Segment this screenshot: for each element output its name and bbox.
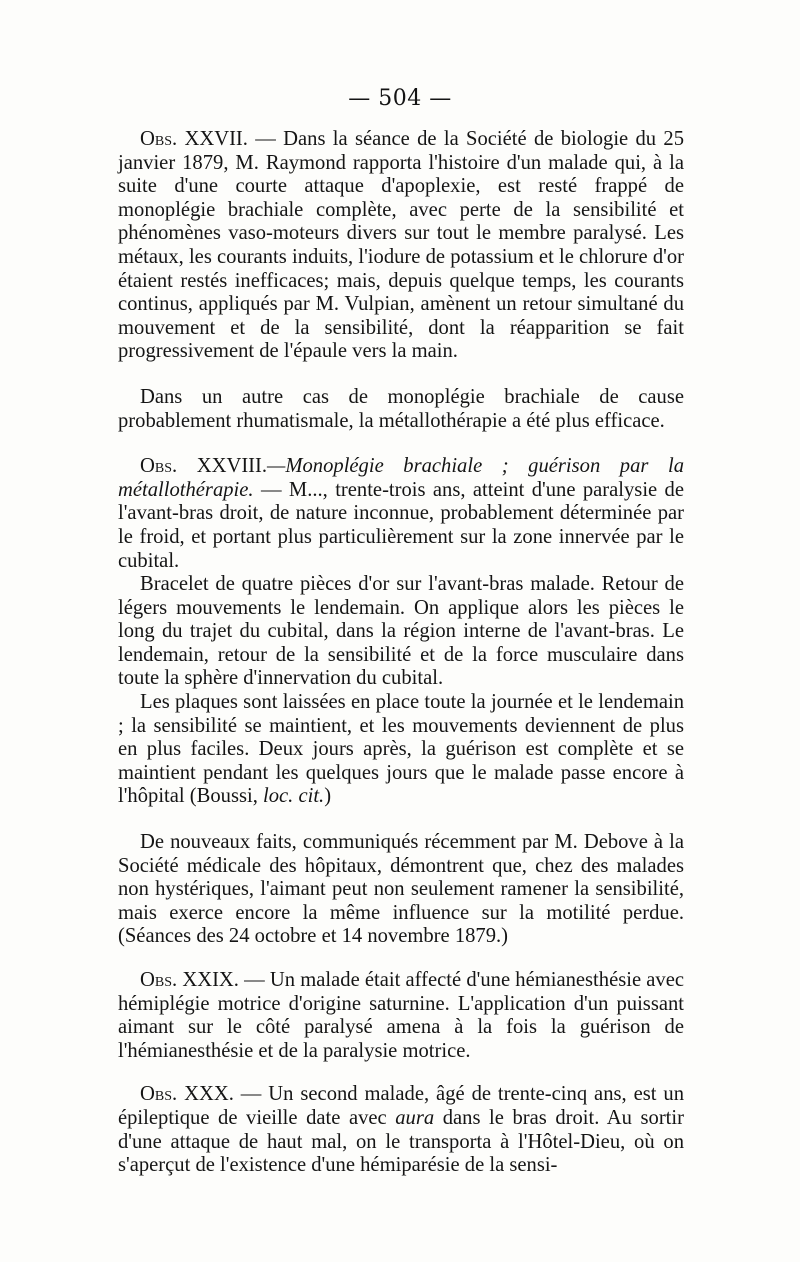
paragraph-text: ) (324, 785, 332, 808)
paragraph-text: — Dans la séance de la Société de biologie du 25 janvier 1879, M. Raymond rapporta l'histoire d'un malade qui, à la suite d'une courte attaque d'apoplexie, est resté frappé de monoplégie brachiale complète, avec perte de la sensibilité et phénomènes vaso-moteurs divers sur tout le membre paralysé. Les métaux, les courants induits, l'iodure de potassium et le chlorure d'or étaient restés inefficaces; mais, depuis quelque temps, les courants continus, appliqués par M. Vulpian, amènent un retour simultané du mouvement et de la sensibilité, dont la réapparition se fait progressivement de l'épaule vers la main. (118, 128, 684, 363)
citation: loc. cit. (263, 785, 325, 808)
obs-label: Obs. XXX. (140, 1083, 234, 1106)
paragraph-text: Les plaques sont laissées en place toute la journée et le lendemain ; la sensibilité se maintient, et les mouvements deviennent de plus en plus faciles. Deux jours après, la guérison est complète et se maintient pendant les quelques jours que le malade passe encore à l'hôpital (Boussi, (118, 691, 684, 808)
paragraph-text: — Un second malade, âgé de trente-cinq ans, est un épileptique de vieille date avec (118, 1083, 684, 1129)
paragraph-text: Bracelet de quatre pièces d'or sur l'avant-bras malade. Retour de légers mouvements le lendemain. On applique alors les pièces le long du trajet du cubital, dans la région interne de l'avant-bras. Le lendemain, retour de la sensibilité et de la force musculaire dans toute la sphère d'innervation du cubital. (118, 573, 684, 690)
page-number: — 504 — (348, 86, 452, 111)
paragraph-bracelet (118, 573, 684, 691)
paragraph-plaques (118, 691, 684, 809)
aura-term: aura (395, 1106, 435, 1129)
paragraph-text: — M..., trente-trois ans, atteint d'une paralysie de l'avant-bras droit, de nature inconnue, probablement déterminée par le froid, et portant plus particulièrement sur la zone innervée par le cubital. (118, 478, 684, 572)
paragraph-obs-29 (118, 969, 684, 1063)
obs-label: Obs. XXVIII. (140, 455, 268, 478)
paragraph-text: De nouveaux faits, communiqués récemment par M. Debove à la Société médicale des hôpitaux, démontrent que, chez des malades non hystériques, l'aimant peut non seulement ramener la sensibilité, mais exerce encore la même influence sur la motilité perdue. (Séances des 24 octobre et 14 novembre 1879.) (118, 831, 684, 948)
paragraph-text: — Un malade était affecté d'une hémianesthésie avec hémiplégie motrice d'origine saturnine. L'application d'un puissant aimant sur le côté paralysé amena à la fois la guérison de l'hémianesthésie et de la paralysie motrice. (118, 969, 684, 1062)
paragraph-intro-rheumatic (118, 386, 684, 433)
paragraph-obs-28 (118, 455, 684, 573)
paragraph-text: dans le bras droit. Au sortir d'une attaque de haut mal, on le transporta à l'Hôtel-Dieu, où on s'aperçut de l'existence d'une hémiparésie de la sensi- (118, 1106, 684, 1177)
obs-label: Obs. XXIX. (140, 969, 239, 991)
obs-title: —Monoplégie brachiale ; guérison par la métallothérapie. (118, 455, 684, 501)
body-text (118, 128, 684, 1178)
obs-label: Obs. XXVII. (140, 128, 248, 150)
paragraph-obs-27 (118, 128, 684, 364)
paragraph-obs-30 (118, 1083, 684, 1177)
paragraph-debove (118, 831, 684, 949)
paragraph-text: Dans un autre cas de monoplégie brachiale de cause probablement rhumatismale, la métallothérapie a été plus efficace. (118, 385, 684, 432)
